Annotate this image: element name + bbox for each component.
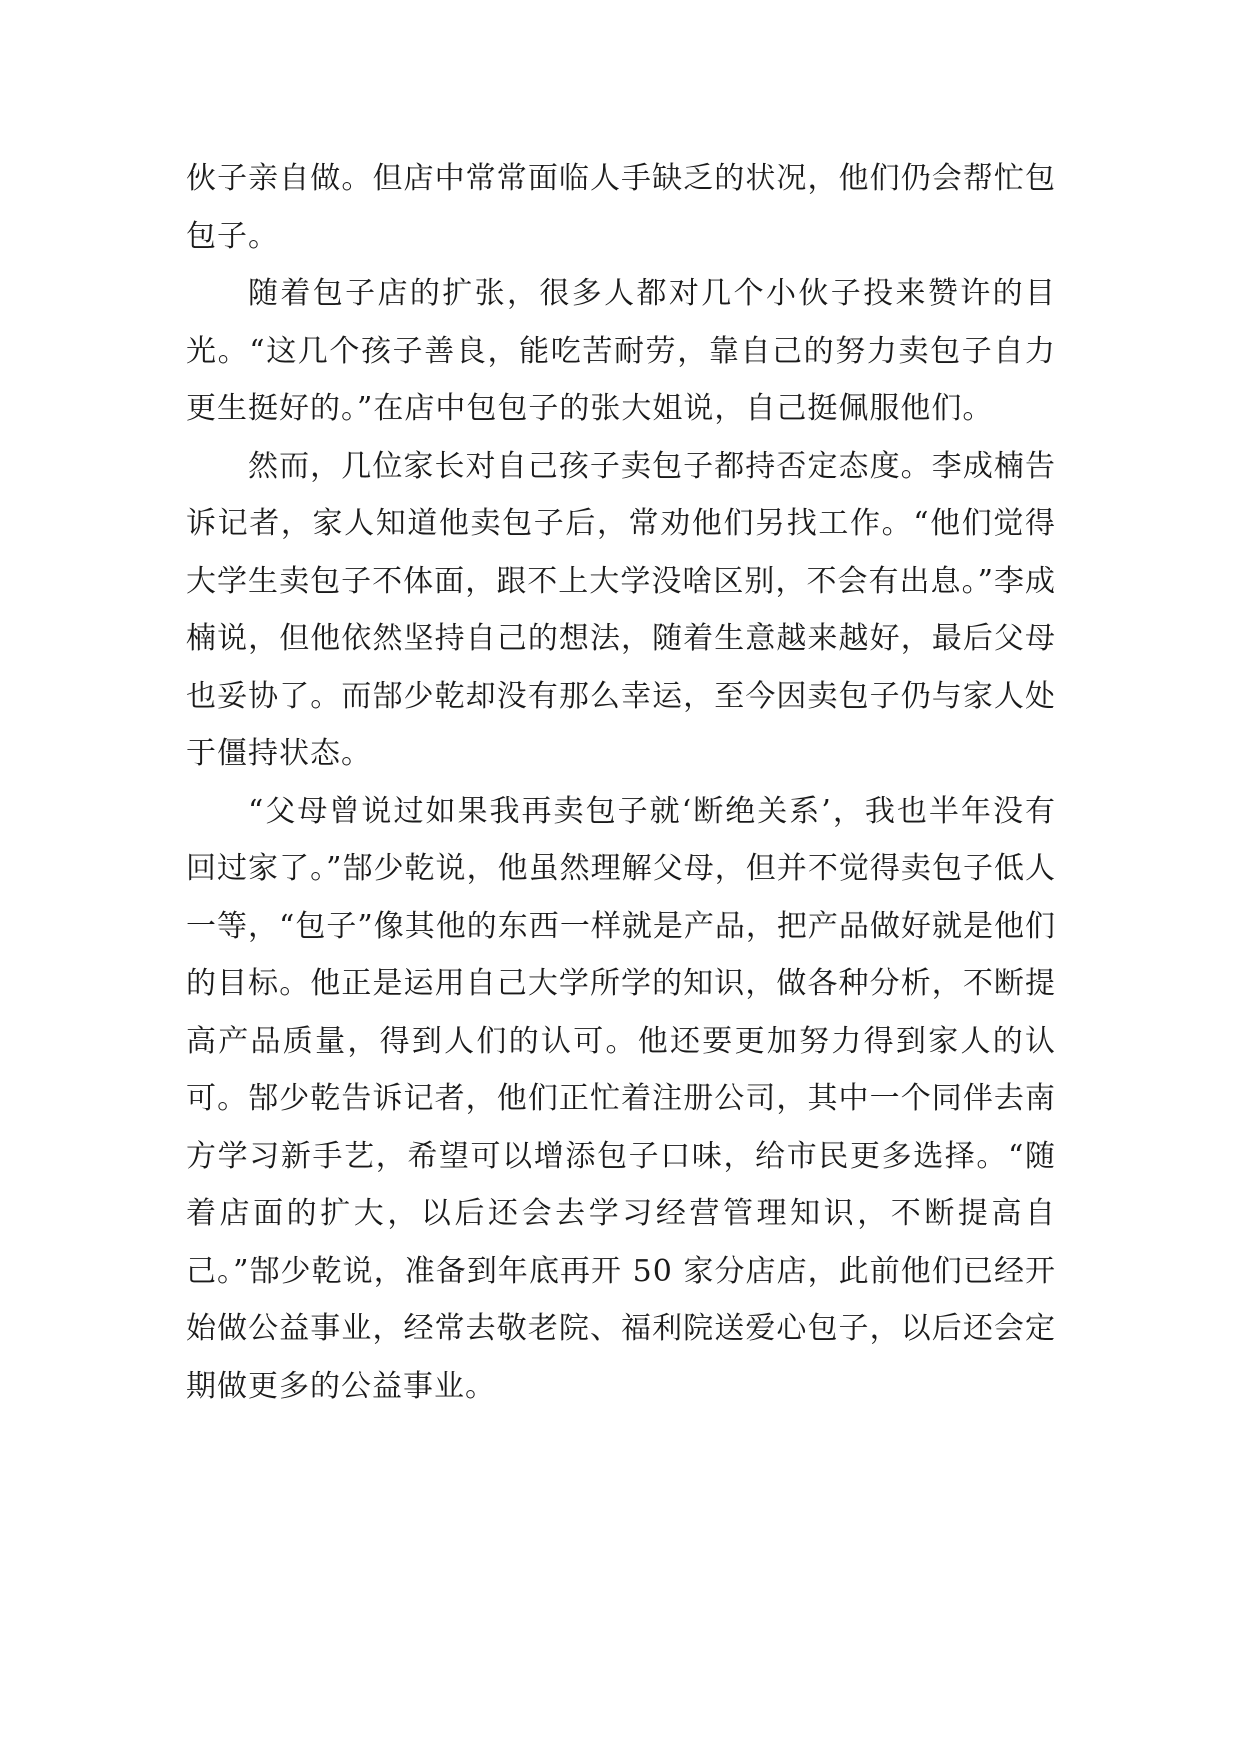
paragraph-1: 伙子亲自做。但店中常常面临人手缺乏的状况，他们仍会帮忙包包子。 — [186, 161, 1056, 254]
paragraph-4: “父母曾说过如果我再卖包子就‘断绝关系’，我也半年没有回过家了。”郜少乾说，他虽然理解父母，但并不觉得卖包子低人一等，“包子”像其他的东西一样就是产品，把产品做好就是他们的目标。他正是运用自己大学所学的知识，做各种分析，不断提高产品质量，得到人们的认可。他还要更加努力得到家人的认可。郜少乾告诉记者，他们正忙着注册公司，其中一个同伴去南方学习新手艺，希望可以增添包子口味，给市民更多选择。“随着店面的扩大，以后还会去学习经营管理知识，不断提高自己。”郜少乾说，准备到年底再开 50 家分店店，此前他们已经开始做公益事业，经常去敬老院、福利院送爱心包子，以后还会定期做更多的公益事业。 — [186, 793, 1056, 1404]
article-body — [186, 150, 1056, 1415]
paragraph-3: 然而，几位家长对自己孩子卖包子都持否定态度。李成楠告诉记者，家人知道他卖包子后，常劝他们另找工作。“他们觉得大学生卖包子不体面，跟不上大学没啥区别，不会有出息。”李成楠说，但他依然坚持自己的想法，随着生意越来越好，最后父母也妥协了。而郜少乾却没有那么幸运，至今因卖包子仍与家人处于僵持状态。 — [186, 448, 1056, 771]
paragraph-2: 随着包子店的扩张，很多人都对几个小伙子投来赞许的目光。“这几个孩子善良，能吃苦耐劳，靠自己的努力卖包子自力更生挺好的。”在店中包包子的张大姐说，自己挺佩服他们。 — [186, 276, 1056, 426]
